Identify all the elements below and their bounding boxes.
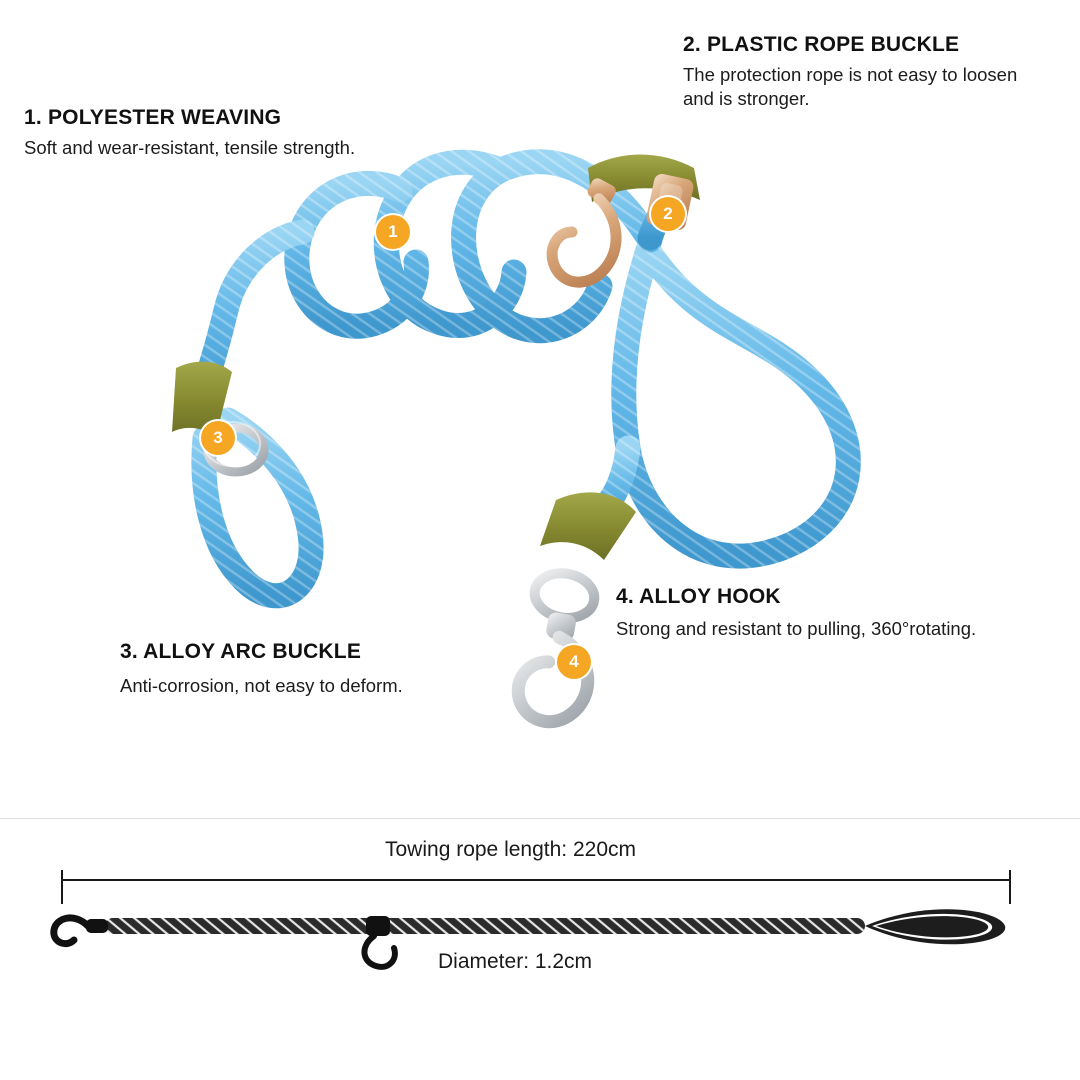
badge-2: 2 <box>651 197 685 231</box>
rope-path <box>198 162 848 596</box>
dimension-diagram <box>0 870 1080 1070</box>
diameter-label: Diameter: 1.2cm <box>438 950 593 973</box>
callout-4-desc: Strong and resistant to pulling, 360°rotating. <box>616 618 977 639</box>
flat-leash <box>54 909 1005 967</box>
dimension-line <box>62 870 1010 904</box>
alloy-arc-buckle <box>172 362 264 472</box>
section-divider <box>0 818 1080 819</box>
callout-4-title: 4. ALLOY HOOK <box>616 585 781 608</box>
badge-3: 3 <box>201 421 235 455</box>
callout-2-title: 2. PLASTIC ROPE BUCKLE <box>683 33 960 56</box>
callout-1-title: 1. POLYESTER WEAVING <box>24 106 282 129</box>
callout-1-desc: Soft and wear-resistant, tensile strength. <box>24 137 356 158</box>
callout-alloy-hook <box>616 585 976 641</box>
callout-3-title: 3. ALLOY ARC BUCKLE <box>120 640 362 663</box>
callout-3-desc: Anti-corrosion, not easy to deform. <box>120 675 403 696</box>
callout-alloy-arc-buckle <box>120 640 403 698</box>
length-label: Towing rope length: 220cm <box>385 838 636 861</box>
callout-plastic-rope-buckle <box>683 33 1023 110</box>
badge-1: 1 <box>376 215 410 249</box>
badge-4: 4 <box>557 645 591 679</box>
callout-polyester-weaving <box>24 106 355 160</box>
callout-2-desc: The protection rope is not easy to loosen and is stronger. <box>683 64 1018 109</box>
